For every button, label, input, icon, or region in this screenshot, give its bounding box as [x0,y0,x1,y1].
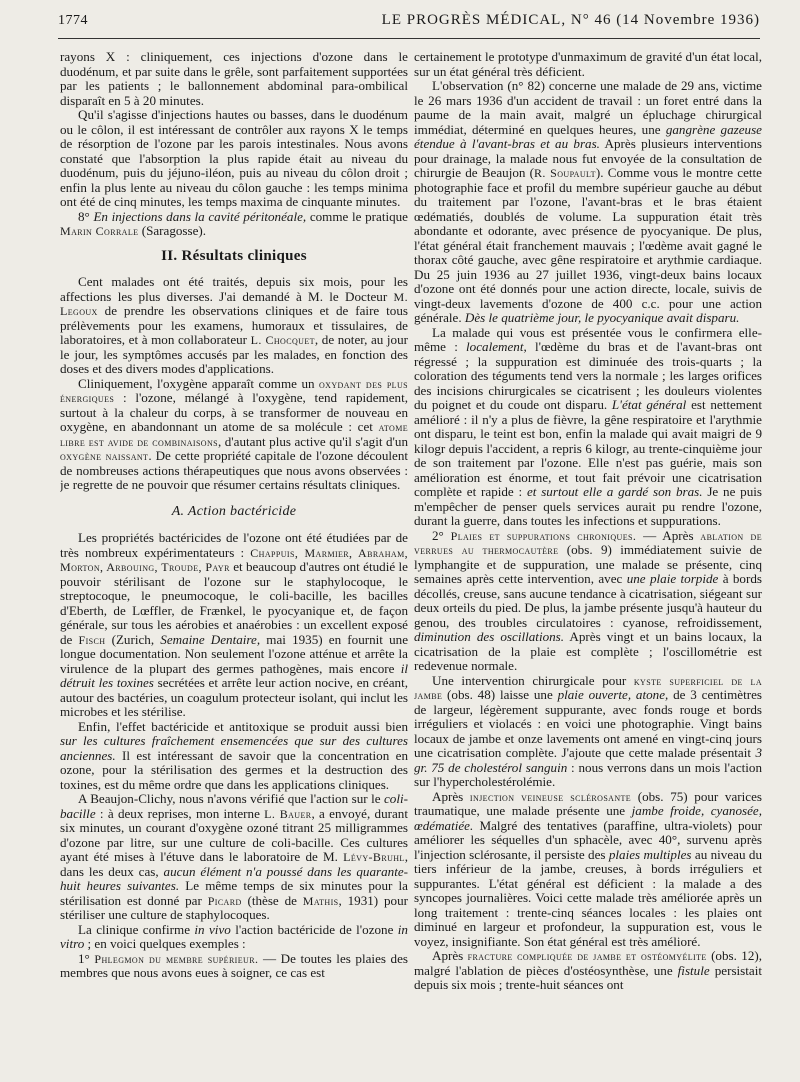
italic-text: plaie ouverte, atone, [557,687,669,702]
small-caps-text: kyste superficiel de la jambe [414,673,762,702]
text-run: : à deux reprises, mon interne [95,805,265,821]
italic-text: aucun élément n'a poussé dans les quarante-huit heures suivantes. [60,863,408,893]
paragraph [414,674,762,790]
italic-text: Dès le quatrième jour, le pyocyanique avait disparu. [464,310,740,325]
left-column [60,50,408,1075]
italic-text: une plaie torpide [626,571,719,586]
paragraph [60,377,408,493]
text-run: , a envoyé, durant six minutes, un courant d'oxygène ozoné titrant 25 milligrammes d'ozone par litre, sur une culture de coli-bacille. Ces cultures ayant été mises à l'étuve dans le laboratoire de M. [60,805,408,864]
text-run: . De cette propriété capitale de l'ozone découlent de nombreuses actions thérapeutiques que nous avons observées : je regrette de ne pouvoir que résumer certains résultats cliniques. [60,448,408,492]
text-run: : l'ozone, mélangé à l'oxygène, tend rapidement, surtout à la chaleur du corps, à se transformer de nouveau en oxygène, en abandonnant un atome de sa molécule : cet [60,390,408,434]
section-heading: II. Résultats cliniques [161,247,307,264]
paragraph: certainement le prototype d'unmaximum de gravité d'un état local, sur un état général très déficient. [414,50,762,79]
text-run: Après vingt et un bains locaux, la cicatrisation de la plaie est complète ; l'oscillométrie est redevenue normale. [414,629,762,673]
text-run: est nettement amélioré : il n'y a plus de fièvre, la gêne respiratoire et l'arythmie ont disparu, le teint est bon, enfin la malade qui avait maigri de 9 kilogr depuis l'accident, a repris 6 kilogr, au trente-cinquième jour de son traitement par l'ozone. Elle n'est pas guérie, mais son amélioration est énorme, et tout fait prévoir une cicatrisation complète et rapide : [414,397,762,499]
paragraph [60,210,408,239]
paragraph [60,720,408,793]
author-name: L. Chocquet [250,333,315,347]
text-run: secrétées et arrête leur action nocive, en créant, autour des bactéries, un coagulum protecteur isolant, qui inclut les microbes et les stérilise. [60,675,408,719]
text-run: — De toutes les plaies des membres que nous avons eues à soigner, ce cas est [60,950,408,980]
author-name: L. Bauer [264,806,312,821]
text-run: Cliniquement, l'oxygène apparaît comme un [78,375,319,391]
italic-text: diminution des oscillations. [414,629,565,644]
italic-text: plaies multiples [608,846,692,862]
text-run: La clinique confirme [78,921,195,937]
author-name: R. Soupault [534,166,596,180]
text-run: persistait depuis six mois ; trente-huit séances ont [414,962,762,992]
italic-text: En injections dans la cavité péritonéale, [93,208,307,224]
italic-text: coli-bacille [60,791,408,821]
text-run: au niveau du tiers inférieur de la jambe, creuses, à bords irréguliers et suppurantes. L'état général est déficient : la malade a des syncopes journalières. Voici cette malade très améliorée après un long traitement : trente-cinq séances locales : les plaies ont diminué en largeur et profondeur, la suppuration est, vous le voyez, insignifiante. Son état général est très amélioré. [414,846,762,949]
text-run: (Saragosse). [138,223,207,238]
text-run: Je ne puis m'empêcher de penser quels services aurait pu rendre l'ozone, durant la guerre, dans toutes les infections et suppurations. [414,484,762,528]
text-run: , 1931) pour stériliser une culture de staphylocoques. [60,892,408,922]
text-run: Enfin, l'effet bactéricide et antitoxique se produit aussi bien [78,718,408,734]
small-caps-text: fracture compliquée de jambe et ostéomyélite [467,949,707,963]
text-run: , dans les deux cas, [60,849,408,879]
running-head [58,12,760,39]
author-name: M. Legoux [60,289,408,318]
text-run: ). Comme vous le montre cette photographie face et profil du membre supérieur gauche au début du traitement par l'ozone, l'avant-bras et le bras étaient œdématiés, doublés de volume. La suppuration était très abondante et odorante, avec présence de pyocyanique. De plus, l'état général était franchement mauvais ; l'œdème avait gagné le thorax côté gauche, avec gêne respiratoire et arythmie cardiaque. Du 25 juin 1936 au 27 juillet 1936, vingt-deux bains locaux d'ozone ont été donnés pour une action directe, locale, suivis de vingt-deux lavements d'ozone de 400 c.c. pour une action générale. [414,165,762,325]
text-run: , de noter, au jour le jour, les symptômes accusés par les malades, en fonction des doses et des divers modes d'applications. [60,332,408,376]
text-run: (obs. 75) pour varices traumatique, une malade présente une [414,788,762,818]
author-name: Lévy-Bruhl [343,850,405,864]
text-run: Le même temps de six minutes pour la stérilisation est donné par [60,878,408,908]
author-name: Marin Corrale [60,224,139,238]
italic-text: sur les cultures fraîchement ensemencées que sur des cultures anciennes. [60,733,408,763]
text-run: de 3 centimètres de largeur, légèrement suppurante, avec fonds rouge et bords irréguliers et violacés : en voici une photographie. Vingt bains locaux de jambe et onze lavements ont amené en vingt-cinq jours une cicatrisation complète. J'ajoute que cette malade présentait [414,687,762,760]
italic-text: 3 gr. 75 de cholestérol sanguin [414,745,762,775]
text-run: Cent malades ont été traités, depuis six mois, pour les affections les plus diverses. J'ai demandé à M. le Docteur [60,274,408,304]
paragraph [60,952,408,981]
paragraph: rayons X : cliniquement, ces injections d'ozone dans le duodénum, et par suite dans le grêle, sont parfaitement supportées par les patients ; le ballonnement abdominal para-ombilical disparaît en 5 à 20 minutes. [60,50,408,108]
paragraph [414,949,762,993]
text-run: — Après [636,527,701,543]
text-run: 2° [432,527,451,543]
italic-text: il détruit les toxines [60,660,408,690]
text-run: L'observation (n° 82) concerne une malade de 29 ans, victime le 26 mars 1936 d'un accident de travail : un foret entré dans la paume de la main avait, malgré un épluchage chirurgical immédiat, déterminé en quelques heures, une [414,78,762,137]
text-run: et beaucoup d'autres ont étudié le pouvoir stérilisant de l'ozone sur le staphylocoque, le streptocoque, le pneumocoque, le coli-bacille, les bacilles d'Eberth, de Lœffler, de Frænkel, le pyocyanique et, de façon générale, sur tous les aérobies et anaérobies : un excellent exposé de [60,559,408,647]
text-run: Une intervention chirurgicale pour [432,672,634,688]
author-name: Picard [207,893,242,908]
text-run: Il est intéressant de savoir que la concentration en ozone, pour la stérilisation des germes et la destruction des toxines, est du même ordre que dans les applications cliniques. [60,747,408,792]
text-run: La malade qui vous est présentée vous le confirmera elle-même : [414,324,762,354]
italic-text: Semaine Dentaire, [160,631,261,647]
italic-text: et surtout elle a gardé son bras. [526,484,703,499]
page-number: 1774 [58,13,88,28]
text-run: Après plusieurs interventions pour drainage, la malade nous fut envoyée de la consultation de chirurgie de Beaujon ( [414,136,762,180]
italic-text: in vivo [194,921,231,937]
text-run: (obs. 48) laisse une [442,687,558,702]
text-run: Les propriétés bactéricides de l'ozone ont été étudiées par de très nombreux expérimentateurs : [60,530,408,560]
text-run: 8° [78,208,94,224]
italic-text: jambe froide, cyanosée, œdématiée. [414,803,762,833]
journal-title: LE PROGRÈS MÉDICAL, N° 46 (14 Novembre 1936) [381,12,760,28]
text-run: l'œdème du bras et de l'avant-bras ont régressé ; la suppuration est diminuée des trois-quarts ; la coloration des téguments tend vers la normale ; les larges orifices des incisions chirurgicales se cicatrisent ; les douleurs violentes du poignet et du coude ont disparu. [414,339,762,412]
issue-info: N° 46 (14 Novembre 1936) [570,12,760,28]
right-column [414,50,762,1075]
small-caps-text: atome libre est avide de combinaisons [60,420,408,449]
subsection-heading: A. Action bactéricide [171,503,297,519]
small-caps-text: oxygène naissant [60,449,149,463]
text-run: comme le pratique [306,208,408,224]
italic-text: in vitro [60,921,408,951]
text-run: à bords décollés, creuse, sans aucune tendance à cicatrisation, siégeant sur deux orteils du pied. De plus, la jambe présente jusqu'à hauteur du genou, des troubles circulatoires : cyanose, refroidissement, [414,571,762,630]
small-caps-text: ablation de verrues au thermocautère [414,528,762,557]
small-caps-text: Plaies et suppurations chroniques. [450,528,637,543]
small-caps-text: Phlegmon du membre supérieur. [94,951,259,966]
text-run: ; en voici quelques exemples : [84,936,246,951]
text-run: : nous verrons dans un mois l'action sur l'hypercholestérolémie. [414,759,762,789]
paragraph [60,275,408,377]
text-run: (thèse de [241,892,303,908]
small-caps-text: injection veineuse sclérosante [469,789,632,804]
paragraph [60,792,408,923]
italic-text: L'état général [611,397,687,412]
author-name: Chappuis, Marmier, Abraham, Morton, Arbouing, Troude, Payr [60,545,408,574]
text-run: A Beaujon-Clichy, nous n'avons vérifié que l'action sur le [78,791,384,806]
text-run: (obs. 12), malgré l'ablation de pièces d'ostéosynthèse, une [414,948,762,978]
author-name: Mathis [302,893,339,908]
text-run: Malgré des tentatives (paraffine, ultra-violets) pour améliorer les séquelles d'un sphacèle, avec 40°, survenu après l'injection sclérosante, il persiste des [414,817,762,862]
paragraph [414,790,762,950]
author-name: Fisch [78,632,106,647]
paragraph [414,326,762,529]
text-run: (obs. 9) immédiatement suivie de lymphangite et de suppuration, une malade se présente, cinq semaines après cette intervention, avec [414,542,762,586]
paragraph [414,529,762,674]
journal-name: LE PROGRÈS MÉDICAL [381,12,562,28]
text-run: 1° [78,950,95,966]
text-run: (Zurich, [105,631,161,647]
italic-text: localement, [466,339,527,354]
text-run: Après [432,948,468,963]
italic-text: fistule [677,962,710,978]
paragraph [414,79,762,326]
text-run: l'action bactéricide de l'ozone [230,921,398,937]
text-run: mai 1935) en fournit une longue documentation. Non seulement l'ozone atténue et arrête la virulence de la plupart des germes pathogènes, mais encore [60,631,408,676]
text-run: Après [432,788,470,804]
small-caps-text: oxydant des plus énergiques [60,376,408,405]
paragraph [60,531,408,720]
text-run: de prendre les observations cliniques et de faire tous prélèvements pour les examens, humoraux et tissulaires, de laboratoires, et à mon collaborateur [60,303,408,347]
italic-text: gangrène gazeuse étendue à l'avant-bras et au bras. [414,121,762,151]
paragraph [60,923,408,952]
text-run: , d'autant plus active qu'il s'agit d'un [218,433,408,449]
paragraph: Qu'il s'agisse d'injections hautes ou basses, dans le duodénum ou le côlon, il est intéressant de contrôler aux rayons X le temps de résorption de l'ozone par les parois intestinales. Nous avons constaté que l'absorption la plus rapide était au niveau du duodénum, puis du jéjuno-iléon, puis au niveau du côlon droit ; enfin la plus lente au niveau du côlon gauche : les temps minima ont été de cinq minutes, les temps maxima de cinquante minutes. [60,107,408,209]
